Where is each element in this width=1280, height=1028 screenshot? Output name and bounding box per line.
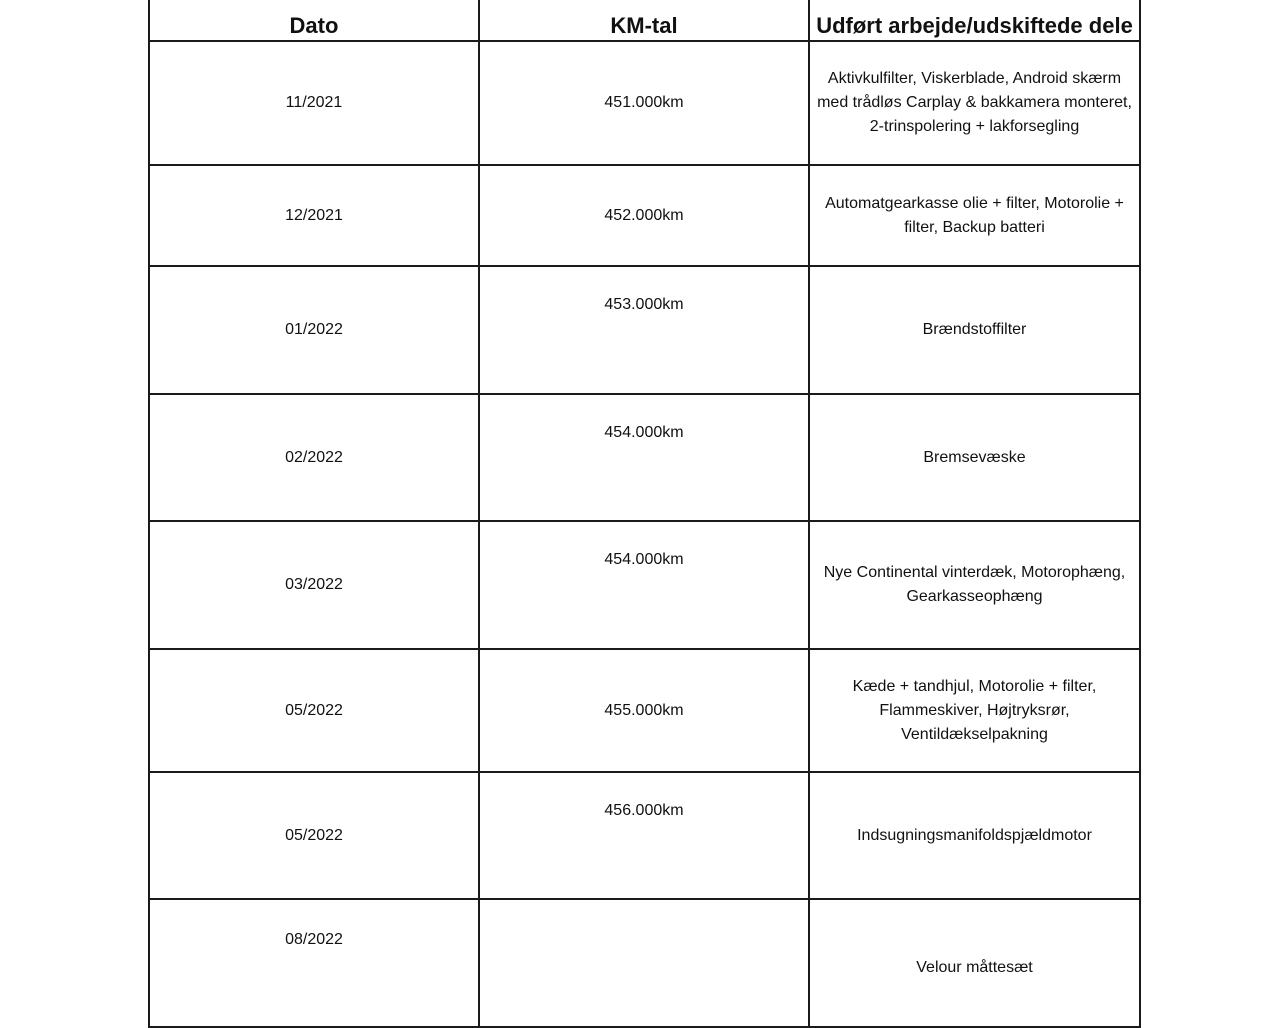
date-cell: 08/2022	[149, 899, 479, 1027]
work-text: Bremsevæske	[923, 448, 1026, 466]
table-row	[149, 266, 1140, 394]
table-row	[149, 521, 1140, 649]
header-km: KM-tal	[479, 0, 809, 41]
date-cell: 11/2021	[149, 41, 479, 165]
km-cell: 454.000km	[479, 521, 809, 649]
km-cell: 454.000km	[479, 394, 809, 521]
work-cell	[809, 165, 1140, 266]
table-row	[149, 41, 1140, 165]
work-text: Nye Continental vinterdæk, Motorophæng, Gearkasseophæng	[823, 564, 1126, 605]
date-cell: 12/2021	[149, 165, 479, 266]
work-text: Velour måttesæt	[916, 959, 1033, 976]
km-cell: 452.000km	[479, 165, 809, 266]
date-cell: 02/2022	[149, 394, 479, 521]
date-cell: 05/2022	[149, 649, 479, 772]
header-date: Dato	[149, 0, 479, 41]
work-text: Automatgearkasse olie + filter, Motorolie + filter, Backup batteri	[825, 194, 1124, 236]
work-cell	[809, 772, 1140, 899]
work-text: Aktivkulfilter, Viskerblade, Android skærm med trådløs Carplay & bakkamera monteret, 2-trinspolering + lakforsegling	[817, 70, 1132, 135]
work-text: Brændstoffilter	[922, 321, 1027, 338]
km-cell	[479, 899, 809, 1027]
table-row	[149, 772, 1140, 899]
date-cell: 01/2022	[149, 266, 479, 394]
header-work	[809, 0, 1140, 41]
work-text: Kæde + tandhjul, Motorolie + filter, Flammeskiver, Højtryksrør, Ventildækselpakning	[852, 677, 1097, 743]
header-row	[149, 0, 1140, 41]
table-row	[149, 394, 1140, 521]
work-cell	[809, 649, 1140, 772]
work-cell	[809, 266, 1140, 394]
date-cell: 03/2022	[149, 521, 479, 649]
table-row	[149, 649, 1140, 772]
date-cell: 05/2022	[149, 772, 479, 899]
table-row	[149, 899, 1140, 1027]
table-row	[149, 165, 1140, 266]
work-text: Indsugningsmanifoldspjældmotor	[857, 826, 1092, 844]
work-cell	[809, 41, 1140, 165]
km-cell: 451.000km	[479, 41, 809, 165]
service-log-table	[148, 0, 1141, 1028]
work-cell	[809, 521, 1140, 649]
work-cell	[809, 899, 1140, 1027]
km-cell: 456.000km	[479, 772, 809, 899]
km-cell: 453.000km	[479, 266, 809, 394]
km-cell: 455.000km	[479, 649, 809, 772]
work-cell	[809, 394, 1140, 521]
header-work-label: Udført arbejde/udskiftede dele	[816, 13, 1133, 38]
